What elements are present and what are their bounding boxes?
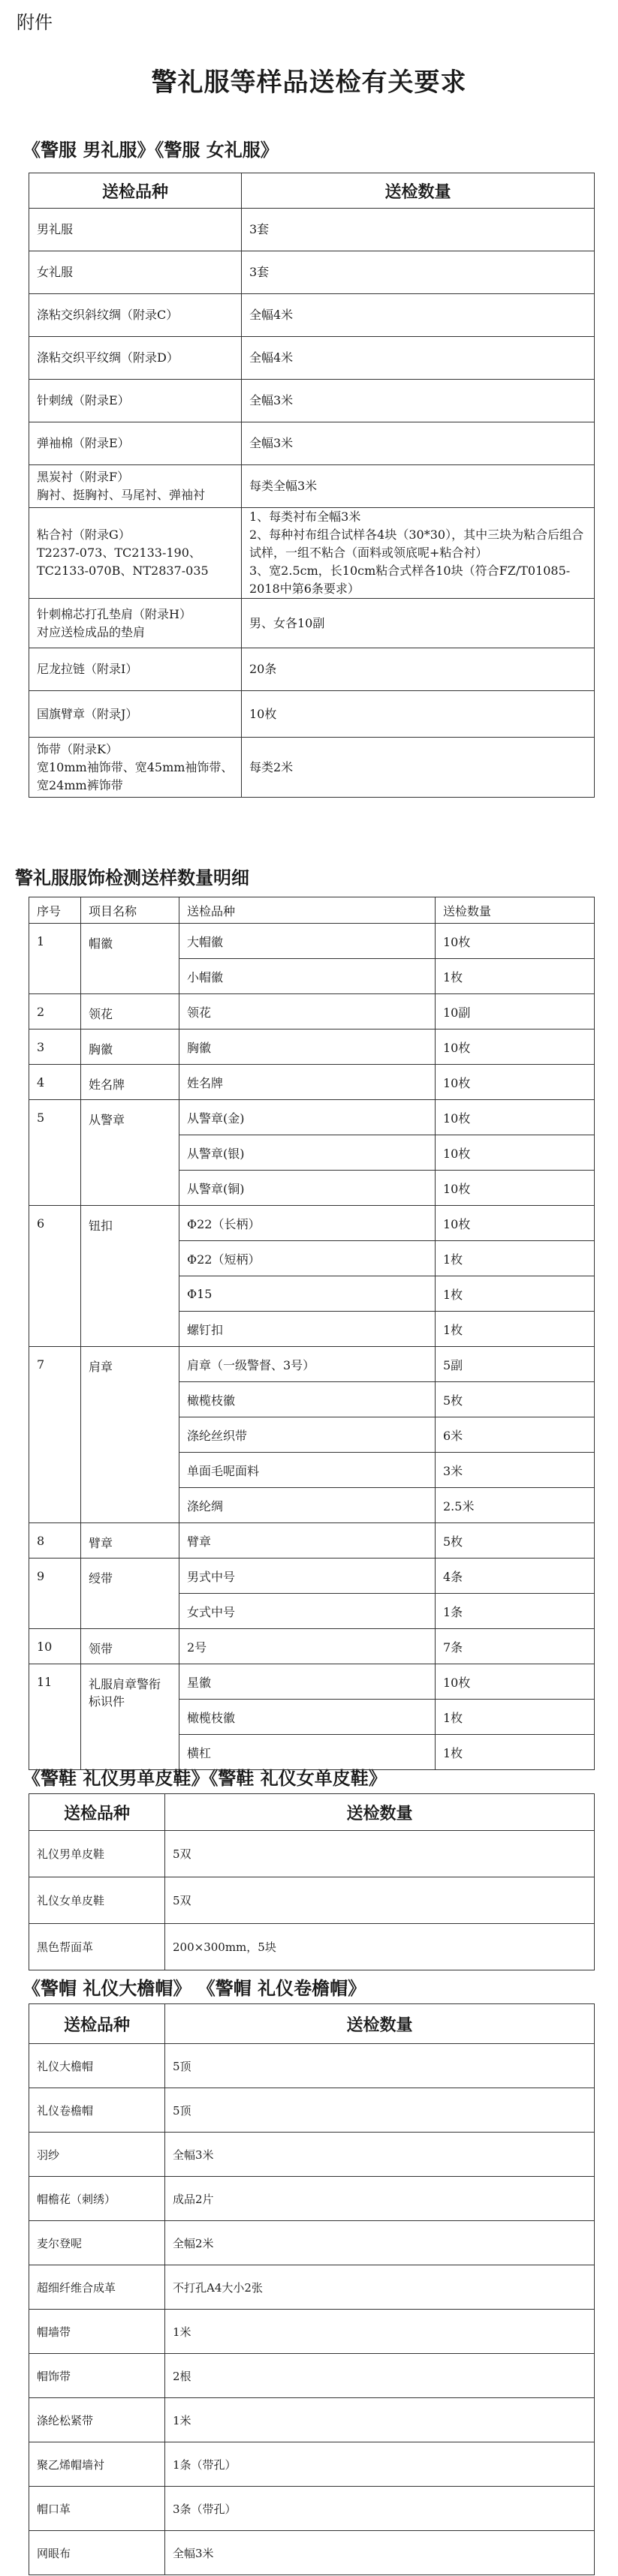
sample-item-cell: 涤纶松紧带 [29, 2398, 165, 2442]
sample-item-cell: 男礼服 [29, 209, 242, 251]
sample-item-cell: 麦尔登呢 [29, 2221, 165, 2265]
sample-item-cell: 大帽徽 [179, 924, 436, 959]
sample-item-cell: 星徽 [179, 1664, 436, 1700]
sample-item-cell: 网眼布 [29, 2531, 165, 2575]
sample-quantity-cell: 4条 [436, 1559, 595, 1594]
sample-item-cell: 姓名牌 [179, 1065, 436, 1100]
sample-item-cell: 女式中号 [179, 1594, 436, 1629]
sample-quantity-cell: 10枚 [436, 1100, 595, 1135]
item-name-cell: 胸徽 [81, 1029, 179, 1065]
sample-quantity-cell: 1、每类衬布全幅3米 2、每种衬布组合试样各4块（30*30），其中三块为粘合后组合试样，一组不粘合（面料或领底呢+粘合衬） 3、宽2.5cm，长10cm粘合式样各10块（符合FZ/T01085-2018中第6条要求） [242, 508, 595, 599]
sample-item-cell: 从警章(银) [179, 1135, 436, 1171]
table-row [29, 2221, 595, 2265]
sample-quantity-cell: 10枚 [242, 691, 595, 738]
attachment-label: 附件 [17, 12, 53, 33]
sample-item-cell: 黑炭衬（附录F） 胸衬、挺胸衬、马尾衬、弹袖衬 [29, 465, 242, 508]
item-name-cell: 礼服肩章警衔标识件 [81, 1664, 179, 1770]
sample-quantity-cell: 5顶 [165, 2088, 595, 2133]
sample-item-cell: 从警章(金) [179, 1100, 436, 1135]
sample-quantity-cell: 3套 [242, 209, 595, 251]
table-row [29, 251, 595, 294]
sample-item-cell: 涤粘交织平纹绸（附录D） [29, 337, 242, 380]
table-row [29, 1559, 595, 1594]
section3-heading: 《警鞋 礼仪男单皮鞋》《警鞋 礼仪女单皮鞋》 [23, 1767, 387, 1789]
sample-quantity-cell: 成品2片 [165, 2177, 595, 2221]
sample-item-cell: 帽口革 [29, 2487, 165, 2531]
item-number-cell: 6 [29, 1206, 81, 1347]
sample-quantity-cell: 1条 [436, 1594, 595, 1629]
sample-item-cell: 国旗臂章（附录J） [29, 691, 242, 738]
table-row [29, 2310, 595, 2354]
sample-quantity-cell: 5枚 [436, 1523, 595, 1559]
table-row [29, 2044, 595, 2088]
table-row [29, 1877, 595, 1924]
item-number-cell: 5 [29, 1100, 81, 1206]
column-header: 送检品种 [29, 173, 242, 209]
column-header: 项目名称 [81, 897, 179, 924]
sample-quantity-cell: 10枚 [436, 1029, 595, 1065]
table-row [29, 2177, 595, 2221]
section4-heading: 《警帽 礼仪大檐帽》 《警帽 礼仪卷檐帽》 [23, 1977, 366, 1999]
sample-item-cell: 礼仪卷檐帽 [29, 2088, 165, 2133]
sample-quantity-cell: 全幅3米 [242, 380, 595, 422]
table-row [29, 691, 595, 738]
sample-item-cell: 帽墙带 [29, 2310, 165, 2354]
item-number-cell: 4 [29, 1065, 81, 1100]
table-row [29, 2265, 595, 2310]
accessory-sample-table [29, 897, 595, 1770]
sample-quantity-cell: 3米 [436, 1453, 595, 1488]
sample-quantity-cell: 每类全幅3米 [242, 465, 595, 508]
sample-quantity-cell: 全幅4米 [242, 337, 595, 380]
sample-quantity-cell: 1枚 [436, 1700, 595, 1735]
table-row [29, 2398, 595, 2442]
table-row [29, 924, 595, 959]
sample-item-cell: Φ15 [179, 1276, 436, 1312]
sample-item-cell: 横杠 [179, 1735, 436, 1770]
table-row [29, 1523, 595, 1559]
table-row [29, 1100, 595, 1135]
item-name-cell: 姓名牌 [81, 1065, 179, 1100]
sample-item-cell: 弹袖棉（附录E） [29, 422, 242, 465]
sample-item-cell: 针刺绒（附录E） [29, 380, 242, 422]
sample-item-cell: 礼仪大檐帽 [29, 2044, 165, 2088]
sample-item-cell: 涤粘交织斜纹绸（附录C） [29, 294, 242, 337]
sample-quantity-cell: 2根 [165, 2354, 595, 2398]
sample-item-cell: 橄榄枝徽 [179, 1382, 436, 1417]
item-number-cell: 10 [29, 1629, 81, 1664]
table-row [29, 738, 595, 798]
item-number-cell: 3 [29, 1029, 81, 1065]
sample-quantity-cell: 5双 [165, 1831, 595, 1877]
sample-quantity-cell: 200×300mm，5块 [165, 1924, 595, 1970]
column-header: 送检数量 [165, 2004, 595, 2044]
table-header-row [29, 2004, 595, 2044]
sample-quantity-cell: 5副 [436, 1347, 595, 1382]
table-row [29, 648, 595, 691]
sample-item-cell: Φ22（短柄） [179, 1241, 436, 1276]
sample-item-cell: 尼龙拉链（附录I） [29, 648, 242, 691]
sample-quantity-cell: 1枚 [436, 1276, 595, 1312]
item-name-cell: 肩章 [81, 1347, 179, 1523]
sample-quantity-cell: 3套 [242, 251, 595, 294]
sample-item-cell: 羽纱 [29, 2133, 165, 2177]
item-name-cell: 从警章 [81, 1100, 179, 1206]
sample-quantity-cell: 全幅3米 [165, 2133, 595, 2177]
item-name-cell: 臂章 [81, 1523, 179, 1559]
sample-item-cell: 针刺棉芯打孔垫肩（附录H） 对应送检成品的垫肩 [29, 599, 242, 648]
cap-sample-table [29, 2003, 595, 2575]
item-name-cell: 领花 [81, 994, 179, 1029]
sample-item-cell: 臂章 [179, 1523, 436, 1559]
sample-item-cell: 帽檐花（刺绣） [29, 2177, 165, 2221]
sample-item-cell: 涤纶丝织带 [179, 1417, 436, 1453]
sample-item-cell: 男式中号 [179, 1559, 436, 1594]
sample-quantity-cell: 10枚 [436, 1135, 595, 1171]
table-row [29, 1664, 595, 1700]
sample-item-cell: 礼仪男单皮鞋 [29, 1831, 165, 1877]
table-row [29, 380, 595, 422]
sample-item-cell: 从警章(铜) [179, 1171, 436, 1206]
sample-item-cell: 女礼服 [29, 251, 242, 294]
item-number-cell: 7 [29, 1347, 81, 1523]
sample-item-cell: 肩章（一级警督、3号） [179, 1347, 436, 1382]
sample-quantity-cell: 10枚 [436, 1206, 595, 1241]
sample-quantity-cell: 5双 [165, 1877, 595, 1924]
sample-item-cell: 饰带（附录K） 宽10mm袖饰带、宽45mm袖饰带、宽24mm裤饰带 [29, 738, 242, 798]
sample-item-cell: 领花 [179, 994, 436, 1029]
sample-quantity-cell: 不打孔A4大小2张 [165, 2265, 595, 2310]
sample-quantity-cell: 3条（带孔） [165, 2487, 595, 2531]
sample-quantity-cell: 全幅4米 [242, 294, 595, 337]
item-name-cell: 帽徽 [81, 924, 179, 994]
sample-item-cell: 粘合衬（附录G） T2237-073、TC2133-190、 TC2133-070B、NT2837-035 [29, 508, 242, 599]
sample-quantity-cell: 全幅3米 [242, 422, 595, 465]
table-header-row [29, 173, 595, 209]
table-row [29, 2487, 595, 2531]
sample-item-cell: 2号 [179, 1629, 436, 1664]
item-name-cell: 绶带 [81, 1559, 179, 1629]
sample-quantity-cell: 每类2米 [242, 738, 595, 798]
sample-item-cell: 超细纤维合成革 [29, 2265, 165, 2310]
table-header-row [29, 1794, 595, 1831]
table-row [29, 2531, 595, 2575]
sample-quantity-cell: 男、女各10副 [242, 599, 595, 648]
table-row [29, 1629, 595, 1664]
table-row [29, 2133, 595, 2177]
sample-item-cell: 螺钉扣 [179, 1312, 436, 1347]
column-header: 送检品种 [29, 2004, 165, 2044]
table-row [29, 294, 595, 337]
sample-quantity-cell: 10枚 [436, 1065, 595, 1100]
sample-item-cell: 单面毛呢面料 [179, 1453, 436, 1488]
section1-heading: 《警服 男礼服》《警服 女礼服》 [23, 139, 279, 161]
column-header: 送检品种 [179, 897, 436, 924]
sample-quantity-cell: 1枚 [436, 959, 595, 994]
item-name-cell: 钮扣 [81, 1206, 179, 1347]
sample-item-cell: Φ22（长柄） [179, 1206, 436, 1241]
sample-item-cell: 小帽徽 [179, 959, 436, 994]
item-name-cell: 领带 [81, 1629, 179, 1664]
sample-quantity-cell: 10副 [436, 994, 595, 1029]
table-row [29, 2442, 595, 2487]
sample-quantity-cell: 20条 [242, 648, 595, 691]
table-row [29, 599, 595, 648]
item-number-cell: 1 [29, 924, 81, 994]
table-row [29, 1347, 595, 1382]
sample-quantity-cell: 5枚 [436, 1382, 595, 1417]
table-row [29, 422, 595, 465]
table-row [29, 465, 595, 508]
sample-item-cell: 礼仪女单皮鞋 [29, 1877, 165, 1924]
column-header: 序号 [29, 897, 81, 924]
item-number-cell: 2 [29, 994, 81, 1029]
table-row [29, 994, 595, 1029]
column-header: 送检品种 [29, 1794, 165, 1831]
sample-quantity-cell: 1条（带孔） [165, 2442, 595, 2487]
sample-item-cell: 橄榄枝徽 [179, 1700, 436, 1735]
sample-item-cell: 涤纶绸 [179, 1488, 436, 1523]
table-row [29, 2354, 595, 2398]
sample-quantity-cell: 1枚 [436, 1241, 595, 1276]
table-row [29, 1029, 595, 1065]
shoe-sample-table [29, 1793, 595, 1970]
item-number-cell: 11 [29, 1664, 81, 1770]
sample-item-cell: 聚乙烯帽墙衬 [29, 2442, 165, 2487]
table-row [29, 337, 595, 380]
sample-quantity-cell: 1枚 [436, 1312, 595, 1347]
sample-quantity-cell: 10枚 [436, 1664, 595, 1700]
section2-heading: 警礼服服饰检测送样数量明细 [15, 867, 249, 888]
sample-item-cell: 黑色帮面革 [29, 1924, 165, 1970]
sample-quantity-cell: 全幅3米 [165, 2531, 595, 2575]
table-row [29, 209, 595, 251]
sample-item-cell: 胸徽 [179, 1029, 436, 1065]
sample-quantity-cell: 2.5米 [436, 1488, 595, 1523]
table-row [29, 508, 595, 599]
table-row [29, 1924, 595, 1970]
sample-quantity-cell: 5顶 [165, 2044, 595, 2088]
sample-quantity-cell: 7条 [436, 1629, 595, 1664]
table-row [29, 1065, 595, 1100]
sample-quantity-cell: 6米 [436, 1417, 595, 1453]
sample-item-cell: 帽饰带 [29, 2354, 165, 2398]
table-header-row [29, 897, 595, 924]
uniform-sample-table [29, 173, 595, 798]
column-header: 送检数量 [242, 173, 595, 209]
item-number-cell: 9 [29, 1559, 81, 1629]
page-title: 警礼服等样品送检有关要求 [151, 68, 467, 98]
sample-quantity-cell: 1米 [165, 2398, 595, 2442]
column-header: 送检数量 [436, 897, 595, 924]
sample-quantity-cell: 10枚 [436, 1171, 595, 1206]
column-header: 送检数量 [165, 1794, 595, 1831]
sample-quantity-cell: 1枚 [436, 1735, 595, 1770]
table-row [29, 2088, 595, 2133]
sample-quantity-cell: 1米 [165, 2310, 595, 2354]
table-row [29, 1831, 595, 1877]
item-number-cell: 8 [29, 1523, 81, 1559]
sample-quantity-cell: 10枚 [436, 924, 595, 959]
table-row [29, 1206, 595, 1241]
sample-quantity-cell: 全幅2米 [165, 2221, 595, 2265]
